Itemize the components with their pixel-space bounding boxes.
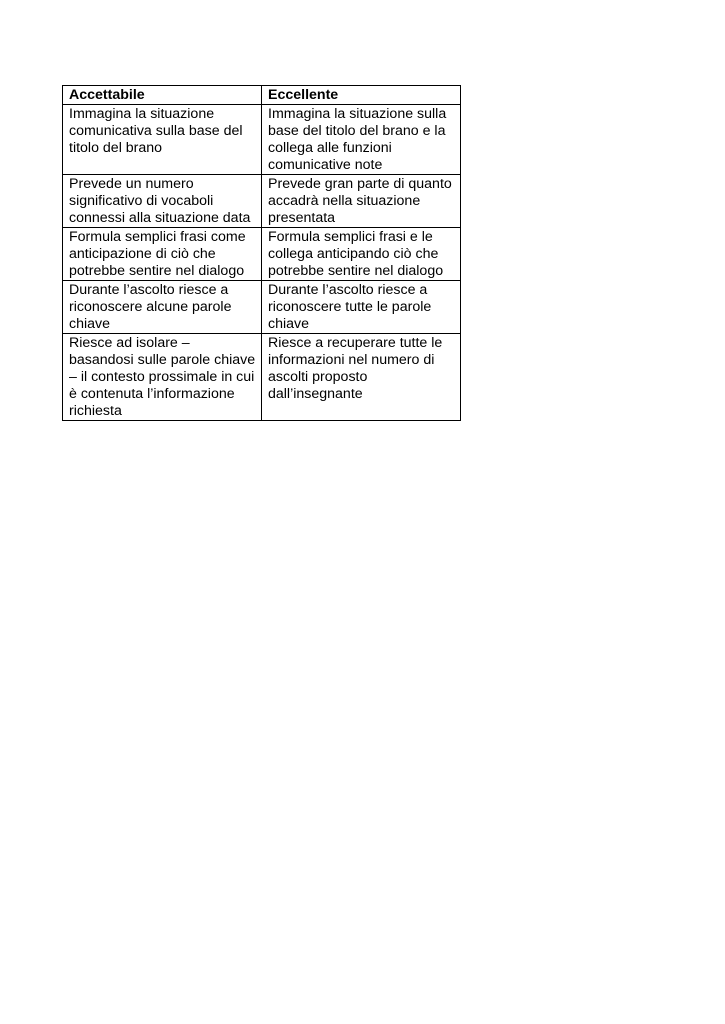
table-cell: Riesce ad isolare – basandosi sulle parole chiave – il contesto prossimale in cui è contenuta l’informazione richiesta: [63, 334, 262, 421]
table-cell: Riesce a recuperare tutte le informazioni nel numero di ascolti proposto dall’insegnante: [262, 334, 461, 421]
column-header-eccellente: Eccellente: [262, 86, 461, 105]
table-cell: Formula semplici frasi e le collega anticipando ciò che potrebbe sentire nel dialogo: [262, 228, 461, 281]
table-row: [63, 334, 461, 421]
table-cell: Prevede gran parte di quanto accadrà nella situazione presentata: [262, 175, 461, 228]
table-row: [63, 175, 461, 228]
table-cell: Immagina la situazione sulla base del titolo del brano e la collega alle funzioni comunicative note: [262, 105, 461, 175]
table-row: [63, 105, 461, 175]
column-header-accettabile: Accettabile: [63, 86, 262, 105]
table-row: [63, 281, 461, 334]
table-cell: Durante l’ascolto riesce a riconoscere alcune parole chiave: [63, 281, 262, 334]
table-header-row: [63, 86, 461, 105]
table-cell: Prevede un numero significativo di vocaboli connessi alla situazione data: [63, 175, 262, 228]
table-cell: Durante l’ascolto riesce a riconoscere tutte le parole chiave: [262, 281, 461, 334]
evaluation-rubric-table: [62, 85, 461, 421]
table-cell: Formula semplici frasi come anticipazione di ciò che potrebbe sentire nel dialogo: [63, 228, 262, 281]
table-cell: Immagina la situazione comunicativa sulla base del titolo del brano: [63, 105, 262, 175]
table-row: [63, 228, 461, 281]
